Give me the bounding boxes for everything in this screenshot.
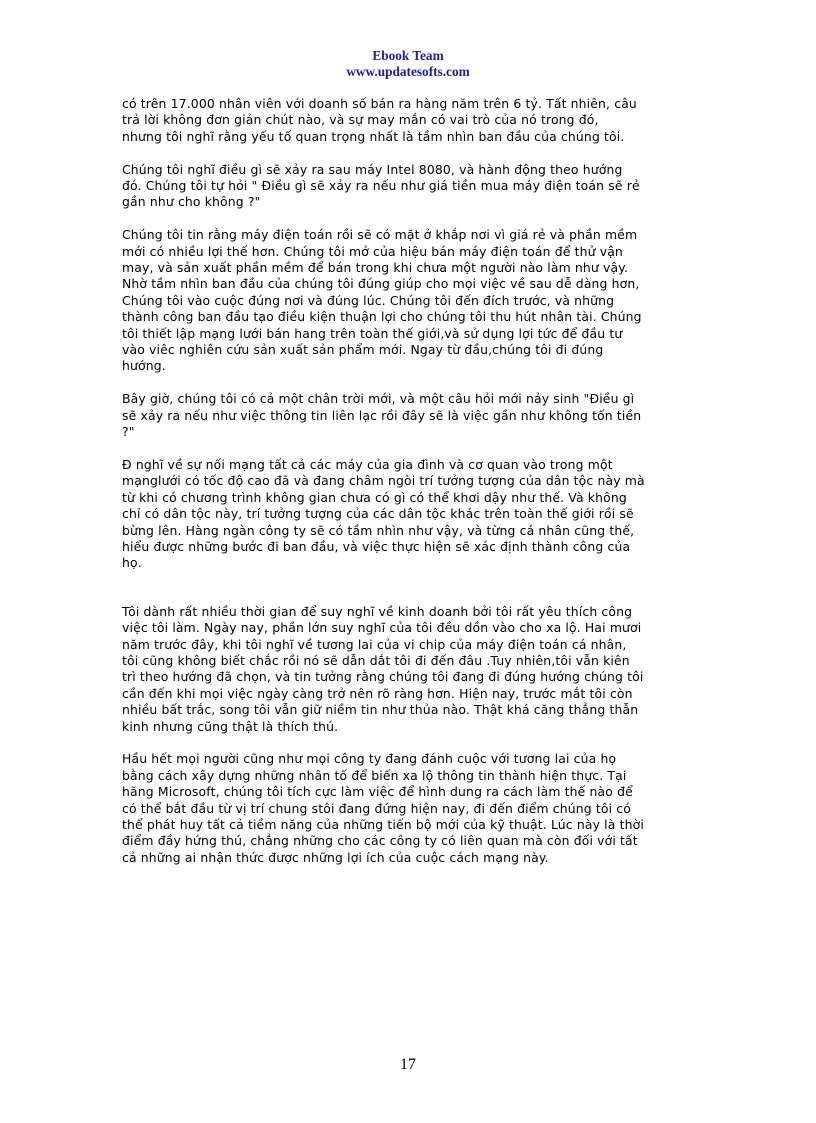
page-header: [0, 48, 816, 80]
header-title: Ebook Team: [372, 48, 444, 63]
paragraph: có trên 17.000 nhân viên với doanh số bán ra hàng năm trên 6 tỷ. Tất nhiên, câu trả lời không đơn giản chút nào, và sự may mắn có vai trò của nó trong đó, nhưng tôi nghĩ rằng yếu tố quan trọng nhất là tầm nhìn ban đầu của chúng tôi.: [122, 96, 637, 144]
paragraph: Đ nghĩ về sự nối mạng tất cả các máy của gia đình và cơ quan vào trong một mạnglưới có tốc độ cao đã và đang châm ngòi trí tưởng tượng của dân tộc này mà từ khi có chương trình không gian chưa có gì có thể khơi dậy như thế. Và không chỉ có dân tộc này, trí tưởng tượng của các dân tộc khác trên toàn thế giới rồi sẽ bừng lên. Hàng ngàn công ty sẽ có tầm nhìn như vậy, và từng cá nhân cũng thế, hiểu được những bước đi ban đầu, và việc thực hiện sẽ xác định thành công của họ.: [122, 456, 645, 571]
paragraph: Chúng tôi nghĩ điều gì sẽ xảy ra sau máy Intel 8080, và hành động theo hướng đó. Chúng tôi tự hỏi " Điều gì sẽ xảy ra nếu như giá tiền mua máy điện toán sẽ rẻ gần như cho không ?": [122, 161, 640, 210]
paragraph: Hầu hết mọi người cũng như mọi công ty đang đánh cuộc với tương lai của họ bằng cách xây dựng những nhân tố để biến xa lộ thông tin thành hiện thực. Tại hãng Microsoft, chúng tôi tích cực làm việc để hình dung ra cách làm thế nào để có thể bắt đầu từ vị trí chung stôi đang đứng hiện nay, đi đến điểm chúng tôi có thể phát huy tất cả tiềm năng của những tiến bộ mới của kỹ thuật. Lúc này là thời điểm đầy hứng thú, chẳng những cho các công ty có liên quan mà còn đối với tất cả những ai nhận thức được những lợi ích của cuộc cách mạng này.: [122, 751, 644, 865]
page-number: 17: [400, 1056, 416, 1073]
paragraph: Tôi dành rất nhiều thời gian để suy nghĩ về kinh doanh bởi tôi rất yêu thích công việc tôi làm. Ngày nay, phần lớn suy nghĩ của tôi đều dồn vào cho xa lộ. Hai mươi năm trước đây, khi tôi nghĩ về tương lai của vi chip của máy điện toán cá nhân, tôi cũng không biết chắc rồi nó sẽ dẫn dắt tôi đi đến đâu .Tuy nhiên,tôi vẫn kiên trì theo hướng đã chọn, và tin tưởng rằng chúng tôi đang đi đúng hướng chúng tôi cần đến khi mọi việc ngày càng trở nên rõ ràng hơn. Hiện nay, trước mắt tôi còn nhiều bất trắc, song tôi vẫn giữ niềm tin như thủa nào. Thật khá căng thẳng thẫn kinh nhưng cũng thật là thích thú.: [122, 603, 644, 734]
header-url: www.updatesofts.com: [346, 64, 470, 79]
paragraph: Bây giờ, chúng tôi có cả một chân trời mới, và một câu hỏi mới nảy sinh "Điều gì sẽ xảy ra nếu như việc thông tin liên lạc rồi đây sẽ là việc gần như không tốn tiền ?": [122, 391, 642, 440]
paragraph: Chúng tôi tin rằng máy điện toán rồi sẽ có mặt ở khắp nơi vì giá rẻ và phần mềm mới có nhiều lợi thế hơn. Chúng tôi mở của hiệu bán máy điện toán để thử vận may, và sản xuất phần mềm để bán trong khi chưa một người nào làm như vậy. Nhờ tầm nhìn ban đầu của chúng tôi đúng giúp cho mọi việc về sau dễ dàng hơn, Chúng tôi vào cuộc đúng nơi và đúng lúc. Chúng tôi đến đích trước, và những thành công ban đầu tạo điều kiện thuận lợi cho chúng tôi thu hút nhân tài. Chúng tôi thiết lập mạng lưới bán hang trên toàn thế giới,và sử dụng lợi tức để đầu tư vào viêc nghiên cứu sản xuất sản phẩm mới. Ngay từ đầu,chúng tôi đi đúng hướng.: [122, 227, 642, 374]
body-text: [122, 96, 702, 883]
